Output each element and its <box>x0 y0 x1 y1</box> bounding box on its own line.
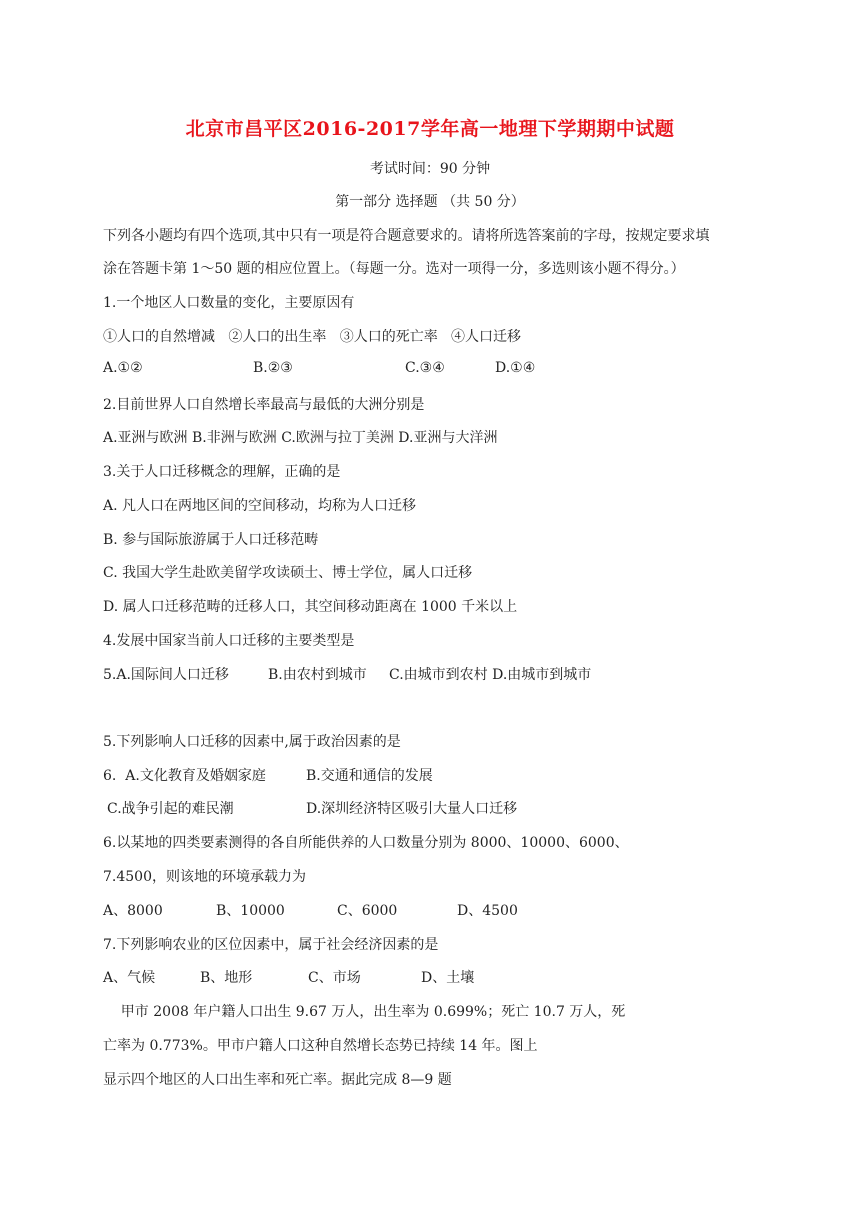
instructions-line-1: 下列各小题均有四个选项,其中只有一项是符合题意要求的。请将所选答案前的字母，按规定要求填 <box>103 228 710 244</box>
option-d: D、土壤 <box>421 970 475 986</box>
question-2-options: A.亚洲与欧洲 B.非洲与欧洲 C.欧洲与拉丁美洲 D.亚洲与大洋洲 <box>103 430 498 446</box>
option-a: A.①② <box>103 360 143 376</box>
option-b: B.②③ <box>253 360 293 376</box>
question-3-option-b: B. 参与国际旅游属于人口迁移范畴 <box>103 532 319 548</box>
option-b: B.交通和通信的发展 <box>306 768 433 784</box>
question-4-options <box>103 664 753 684</box>
question-5-stem: 5.下列影响人口迁移的因素中,属于政治因素的是 <box>103 734 401 750</box>
option-c: C.③④ <box>405 360 445 376</box>
question-5-options-row-2 <box>103 798 753 818</box>
passage-line-3: 显示四个地区的人口出生率和死亡率。据此完成 8—9 题 <box>103 1072 452 1088</box>
option-a: 5.A.国际间人口迁移 <box>103 667 229 683</box>
question-1-options <box>103 360 753 380</box>
question-6-stem-line-1: 6.以某地的四类要素测得的各自所能供养的人口数量分别为 8000、10000、6000、 <box>103 835 629 851</box>
question-3-option-d: D. 属人口迁移范畴的迁移人口，其空间移动距离在 1000 千米以上 <box>103 599 518 615</box>
option-d: D.①④ <box>495 360 536 376</box>
question-3-option-c: C. 我国大学生赴欧美留学攻读硕士、博士学位，属人口迁移 <box>103 565 473 581</box>
option-c-d: C.由城市到农村 D.由城市到城市 <box>389 667 592 683</box>
question-6-stem-line-2: 7.4500，则该地的环境承载力为 <box>103 869 306 885</box>
passage-line-2: 亡率为 0.773%。甲市户籍人口这种自然增长态势已持续 14 年。图上 <box>103 1038 538 1054</box>
question-5-options-row-1 <box>103 765 753 785</box>
option-b: B、10000 <box>216 903 285 919</box>
question-6-options <box>103 900 753 920</box>
question-3-stem: 3.关于人口迁移概念的理解，正确的是 <box>103 464 341 480</box>
option-a: A、气候 <box>103 970 156 986</box>
question-3-option-a: A. 凡人口在两地区间的空间移动，均称为人口迁移 <box>103 498 417 514</box>
option-a: A、8000 <box>103 903 163 919</box>
option-c: C、市场 <box>308 970 361 986</box>
passage-line-1: 甲市 2008 年户籍人口出生 9.67 万人，出生率为 0.699%；死亡 10.7 万人，死 <box>103 1004 626 1020</box>
question-1-items: ①人口的自然增减 ②人口的出生率 ③人口的死亡率 ④人口迁移 <box>103 329 522 345</box>
page-title: 北京市昌平区2016-2017学年高一地理下学期期中试题 <box>185 118 675 140</box>
question-4-stem: 4.发展中国家当前人口迁移的主要类型是 <box>103 633 355 649</box>
option-d: D.深圳经济特区吸引大量人口迁移 <box>306 801 518 817</box>
question-7-options <box>103 967 753 987</box>
option-c: C.战争引起的难民潮 <box>107 801 234 817</box>
section-heading: 第一部分 选择题 （共 50 分） <box>335 194 525 210</box>
instructions-line-2: 涂在答题卡第 1～50 题的相应位置上。（每题一分。选对一项得一分，多选则该小题不得分。） <box>103 261 685 277</box>
question-7-stem: 7.下列影响农业的区位因素中，属于社会经济因素的是 <box>103 937 439 953</box>
exam-time: 考试时间：90 分钟 <box>369 161 491 177</box>
option-b: B.由农村到城市 <box>268 667 367 683</box>
option-c: C、6000 <box>337 903 398 919</box>
option-d: D、4500 <box>457 903 518 919</box>
option-b: B、地形 <box>200 970 253 986</box>
option-a: 6. A.文化教育及婚姻家庭 <box>103 768 266 784</box>
question-1-stem: 1.一个地区人口数量的变化，主要原因有 <box>103 295 355 311</box>
question-2-stem: 2.目前世界人口自然增长率最高与最低的大洲分别是 <box>103 397 425 413</box>
